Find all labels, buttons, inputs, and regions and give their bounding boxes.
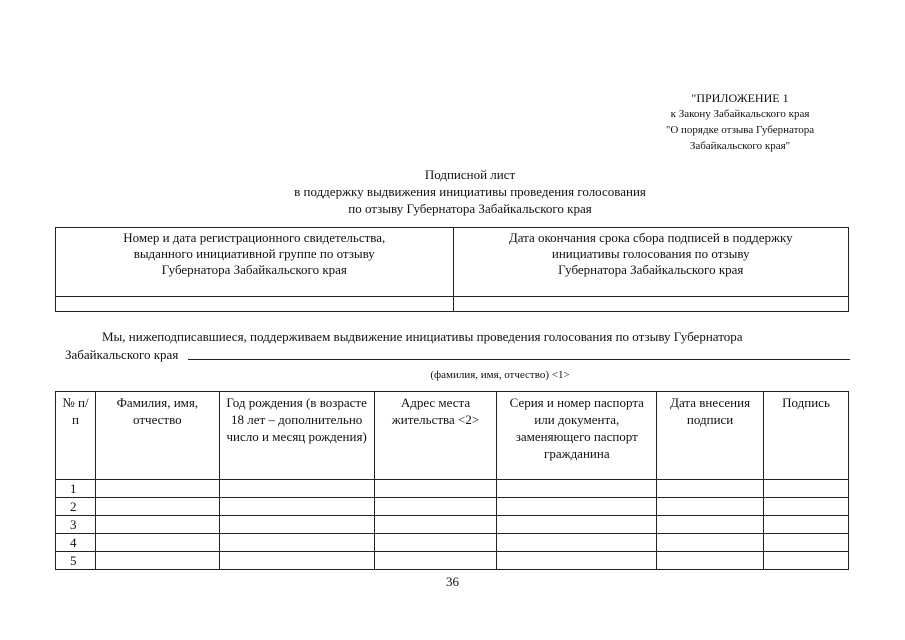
support-statement-line-2: Забайкальского края — [65, 347, 179, 362]
cell-sign-date[interactable] — [657, 516, 764, 534]
title-line-3: по отзыву Губернатора Забайкальского края — [348, 201, 592, 216]
cell-birth-year[interactable] — [219, 516, 374, 534]
column-header-full-name: Фамилия, имя, отчество — [95, 392, 219, 480]
title-line-2: в поддержку выдвижения инициативы проведения голосования — [294, 184, 646, 199]
cell-sign-date[interactable] — [657, 534, 764, 552]
cell-address[interactable] — [374, 552, 497, 570]
column-header-sign-date: Дата внесения подписи — [657, 392, 764, 480]
row-number: 2 — [56, 498, 96, 516]
table-row — [56, 480, 849, 498]
column-header-birth-year: Год рождения (в возрасте 18 лет – дополнительно число и месяц рождения) — [219, 392, 374, 480]
cell-full-name[interactable] — [95, 552, 219, 570]
deadline-header-line: Дата окончания срока сбора подписей в поддержку — [508, 230, 793, 245]
support-statement-line-1: Мы, нижеподписавшиеся, поддерживаем выдвижение инициативы проведения голосования по отзыву Губернатора — [102, 329, 743, 344]
cell-birth-year[interactable] — [219, 534, 374, 552]
column-header-passport: Серия и номер паспорта или документа, заменяющего паспорт гражданина — [497, 392, 657, 480]
cell-birth-year[interactable] — [219, 480, 374, 498]
signature-table — [55, 391, 849, 570]
cell-address[interactable] — [374, 516, 497, 534]
registration-certificate-field[interactable] — [56, 297, 454, 312]
cell-signature[interactable] — [764, 516, 849, 534]
cell-address[interactable] — [374, 498, 497, 516]
row-number: 3 — [56, 516, 96, 534]
deadline-header-line: инициативы голосования по отзыву — [551, 246, 750, 261]
cell-passport[interactable] — [497, 534, 657, 552]
row-number: 4 — [56, 534, 96, 552]
cell-full-name[interactable] — [95, 534, 219, 552]
initiator-name-field[interactable] — [188, 359, 850, 360]
deadline-header-line: Губернатора Забайкальского края — [558, 262, 744, 277]
cell-birth-year[interactable] — [219, 498, 374, 516]
table-row — [56, 534, 849, 552]
support-statement — [65, 328, 850, 364]
appendix-line-2: к Закону Забайкальского края — [670, 108, 810, 120]
cell-signature[interactable] — [764, 552, 849, 570]
title-line-1: Подписной лист — [424, 167, 516, 182]
cell-signature[interactable] — [764, 498, 849, 516]
appendix-line-3: "О порядке отзыва Губернатора — [665, 124, 815, 136]
cell-full-name[interactable] — [95, 498, 219, 516]
appendix-line-1: "ПРИЛОЖЕНИЕ 1 — [691, 91, 789, 105]
cell-passport[interactable] — [497, 498, 657, 516]
collection-deadline-header — [453, 228, 849, 297]
cell-sign-date[interactable] — [657, 552, 764, 570]
cell-address[interactable] — [374, 534, 497, 552]
cell-full-name[interactable] — [95, 480, 219, 498]
cell-passport[interactable] — [497, 480, 657, 498]
column-header-signature: Подпись — [764, 392, 849, 480]
table-row — [56, 498, 849, 516]
appendix-line-4: Забайкальского края" — [689, 140, 791, 152]
collection-deadline-field[interactable] — [453, 297, 849, 312]
column-header-address: Адрес места жительства <2> — [374, 392, 497, 480]
registration-header-line: Губернатора Забайкальского края — [161, 262, 347, 277]
registration-info-table — [55, 227, 849, 312]
table-row — [56, 516, 849, 534]
cell-full-name[interactable] — [95, 516, 219, 534]
table-row — [56, 552, 849, 570]
registration-certificate-header — [56, 228, 454, 297]
document-title — [200, 166, 740, 217]
cell-birth-year[interactable] — [219, 552, 374, 570]
row-number: 1 — [56, 480, 96, 498]
registration-header-line: выданного инициативной группе по отзыву — [133, 246, 375, 261]
cell-signature[interactable] — [764, 534, 849, 552]
name-field-note: (фамилия, имя, отчество) <1> — [430, 369, 570, 381]
row-number: 5 — [56, 552, 96, 570]
column-header-number: № п/п — [56, 392, 96, 480]
cell-passport[interactable] — [497, 552, 657, 570]
cell-passport[interactable] — [497, 516, 657, 534]
appendix-header — [600, 90, 880, 154]
cell-sign-date[interactable] — [657, 498, 764, 516]
page-number: 36 — [446, 574, 459, 589]
cell-address[interactable] — [374, 480, 497, 498]
cell-sign-date[interactable] — [657, 480, 764, 498]
registration-header-line: Номер и дата регистрационного свидетельства, — [123, 230, 386, 245]
cell-signature[interactable] — [764, 480, 849, 498]
